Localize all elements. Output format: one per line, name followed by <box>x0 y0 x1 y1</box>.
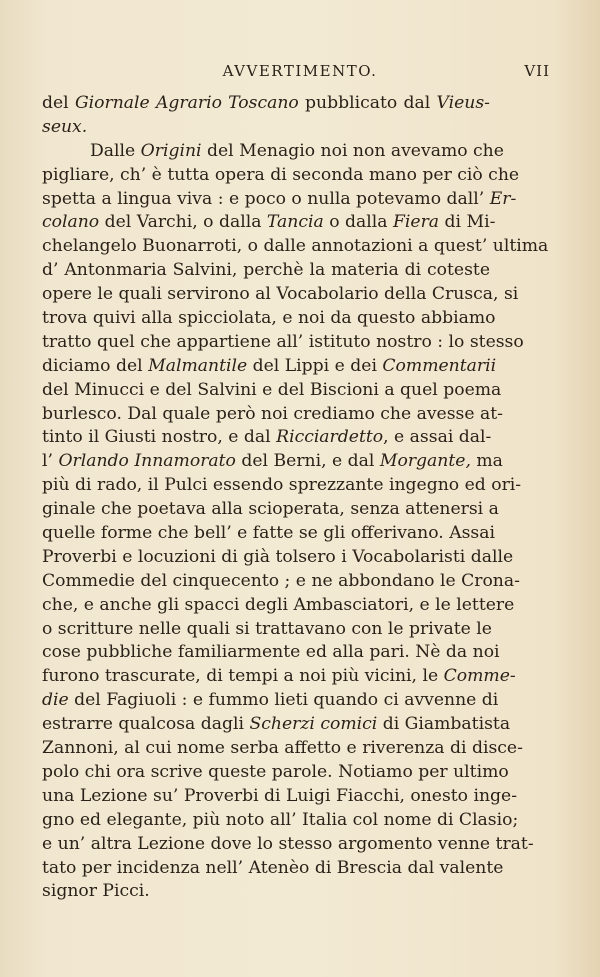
text-line <box>42 283 519 307</box>
text-line <box>42 140 504 164</box>
text-line <box>42 403 503 427</box>
text-segment: opere le quali servirono al Vocabolario della Crusca, si <box>42 284 519 305</box>
text-line <box>42 546 514 570</box>
text-segment: gno ed elegante, più noto all’ Italia col nome di Clasio; <box>42 809 519 830</box>
text-segment: pigliare, ch’ è tutta opera di seconda mano per ciò che <box>42 164 520 185</box>
text-segment: e un’ altra Lezione dove lo stesso argomento venne trat- <box>42 833 534 854</box>
text-line <box>42 737 523 761</box>
text-segment: l’ <box>42 451 59 472</box>
text-line <box>42 498 499 522</box>
text-segment: tratto quel che appartiene all’ istituto nostro : lo stesso <box>42 331 524 352</box>
text-line <box>42 211 496 235</box>
italic-text-segment: colano <box>42 212 100 233</box>
text-line <box>42 570 520 594</box>
text-segment: d’ Antonmaria Salvini, perchè la materia di coteste <box>42 260 490 281</box>
text-segment: cose pubbliche familiarmente ed alla pari. Nè da noi <box>42 642 500 663</box>
text-line <box>42 307 496 331</box>
text-segment: , e assai dal- <box>383 427 492 448</box>
italic-text-segment: seux. <box>42 116 88 137</box>
italic-text-segment: Tancia <box>266 212 324 233</box>
text-line <box>42 116 490 140</box>
text-line <box>42 833 534 857</box>
text-line <box>42 379 502 403</box>
text-segment: burlesco. Dal quale però noi crediamo che avesse at- <box>42 403 503 424</box>
text-segment: del Menagio noi non avevamo che <box>201 140 504 161</box>
text-line <box>42 785 518 809</box>
italic-text-segment: Giornale Agrario Toscano <box>74 93 299 113</box>
text-line <box>42 331 524 355</box>
italic-text-segment: Fiera <box>392 212 440 233</box>
italic-text-segment: Comme- <box>443 666 516 687</box>
text-line <box>42 880 490 904</box>
text-line <box>42 92 490 116</box>
text-segment: Dalle <box>90 140 141 161</box>
text-segment: ginale che poetava alla scioperata, senza attenersi a <box>42 499 499 520</box>
text-segment: una Lezione su’ Proverbi di Luigi Fiacchi, onesto inge- <box>42 785 518 806</box>
italic-text-segment: Origini <box>140 140 202 161</box>
text-line <box>42 235 549 259</box>
text-line <box>42 355 497 379</box>
text-segment: Proverbi e locuzioni di già tolsero i Vocabolaristi dalle <box>42 546 514 567</box>
body-text <box>42 92 549 904</box>
running-head <box>42 62 558 82</box>
italic-text-segment: die <box>42 690 69 711</box>
text-line <box>42 665 516 689</box>
text-segment: Zannoni, al cui nome serba affetto e riverenza di disce- <box>42 738 523 759</box>
text-line <box>42 164 520 188</box>
text-line <box>42 857 504 881</box>
text-segment: o scritture nelle quali si trattavano con le private le <box>42 618 492 639</box>
italic-text-segment: Er- <box>489 188 517 209</box>
text-segment: polo chi ora scrive queste parole. Notiamo per ultimo <box>42 761 509 782</box>
text-line <box>42 713 511 737</box>
text-line <box>42 761 509 785</box>
text-segment: che, e anche gli spacci degli Ambasciatori, e le lettere <box>42 594 515 615</box>
text-segment: del <box>42 93 75 113</box>
text-segment: del Minucci e del Salvini e del Biscioni a quel poema <box>42 379 502 400</box>
text-segment: Commedie del cinquecento ; e ne abbondano le Crona- <box>42 570 520 591</box>
text-segment: più di rado, il Pulci essendo sprezzante ingegno ed ori- <box>42 475 522 496</box>
italic-text-segment: Ricciardetto <box>276 427 384 448</box>
italic-text-segment: Malmantile <box>148 355 248 376</box>
text-line <box>42 618 490 642</box>
text-segment: di Giambatista <box>377 714 511 735</box>
text-segment: del Lippi e dei <box>247 355 383 376</box>
running-head-title: AVVERTIMENTO. <box>222 62 378 80</box>
text-line <box>42 450 503 474</box>
text-line <box>42 522 496 546</box>
text-segment: quelle forme che bell’ e fatte se gli offerivano. Assai <box>42 523 496 544</box>
text-line <box>42 188 517 212</box>
text-segment: tinto il Giusti nostro, e dal <box>42 427 277 448</box>
text-segment: o dalla <box>323 212 393 233</box>
text-segment: tato per incidenza nell’ Atenèo di Brescia dal valente <box>42 857 504 878</box>
text-segment: del Varchi, o dalla <box>99 212 267 233</box>
text-line <box>42 426 490 450</box>
text-segment: di Mi- <box>439 212 496 233</box>
italic-text-segment: Scherzi comici <box>249 714 378 735</box>
text-line <box>42 641 500 665</box>
text-segment: estrarre qualcosa dagli <box>42 714 250 735</box>
text-segment: chelangelo Buonarroti, o dalle annotazioni a quest’ ultima <box>42 236 549 257</box>
text-segment: del Fagiuoli : e fummo lieti quando ci avvenne di <box>68 690 499 711</box>
text-segment: ma <box>470 451 503 472</box>
text-line <box>42 259 490 283</box>
text-segment: diciamo del <box>42 355 149 376</box>
text-segment: pubblicato dal <box>298 93 437 113</box>
text-segment: signor Picci. <box>42 881 150 902</box>
italic-text-segment: Vieus- <box>436 93 490 113</box>
text-line <box>42 474 522 498</box>
text-line <box>42 689 499 713</box>
page-number: VII <box>524 62 550 80</box>
text-line <box>42 809 519 833</box>
text-segment: spetta a lingua viva : e poco o nulla potevamo dall’ <box>42 188 490 209</box>
italic-text-segment: Morgante, <box>379 451 471 472</box>
italic-text-segment: Orlando Innamorato <box>58 451 236 472</box>
text-segment: trova quivi alla spicciolata, e noi da questo abbiamo <box>42 308 496 329</box>
text-segment: del Berni, e dal <box>235 451 380 472</box>
text-segment: furono trascurate, di tempi a noi più vicini, le <box>42 666 444 687</box>
text-line <box>42 594 515 618</box>
italic-text-segment: Commentarii <box>382 355 497 376</box>
